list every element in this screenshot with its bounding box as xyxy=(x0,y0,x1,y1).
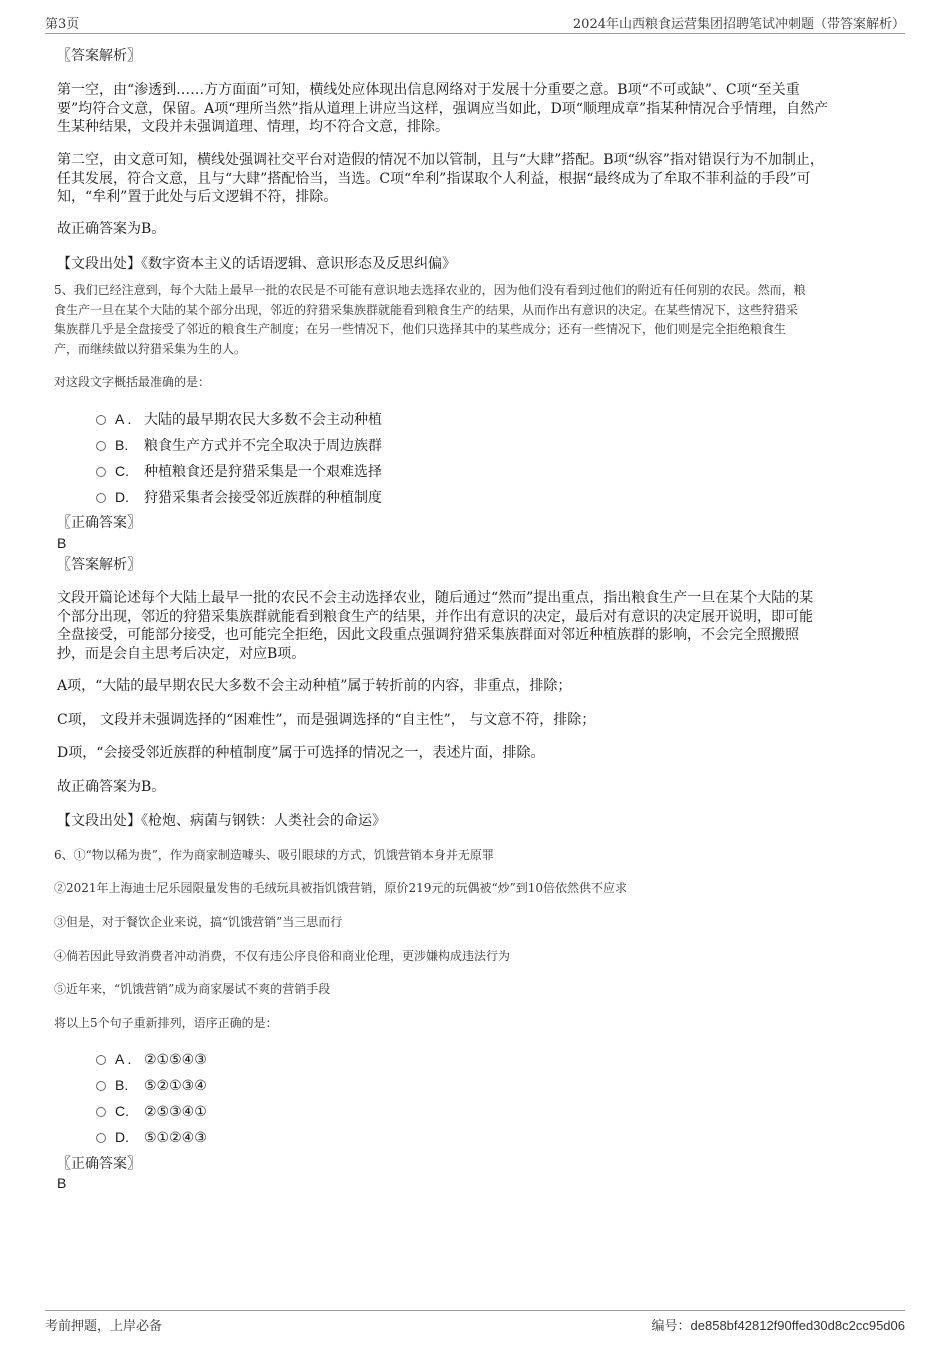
q6-sentence-3: ③但是，对于餐饮企业来说，搞“饥饿营销”当三思而行 xyxy=(54,915,343,929)
radio-icon[interactable] xyxy=(96,441,106,451)
source-line-5 xyxy=(57,812,889,831)
q5-note-c: C项， 文段并未强调选择的“困难性”，而是强调选择的“自主性”， 与文意不符，排除； xyxy=(57,712,596,728)
q5-option-d[interactable]: D. 狩猎采集者会接受邻近族群的种植制度 xyxy=(96,487,382,508)
radio-icon[interactable] xyxy=(96,467,106,477)
code-label: 编号： xyxy=(651,1319,691,1334)
q6-sentence-2: ②2021年上海迪士尼乐园限量发售的毛绒玩具被指饥饿营销，原价219元的玩偶被“炒”到10倍依然供不应求 xyxy=(54,881,627,895)
radio-icon[interactable] xyxy=(96,1081,106,1091)
source-title: 《数字资本主义的话语逻辑、意识形态及反思纠偏》 xyxy=(141,256,456,272)
q5-option-c[interactable]: C. 种植粮食还是狩猎采集是一个艰难选择 xyxy=(96,461,382,482)
radio-icon[interactable] xyxy=(96,1055,106,1065)
q6-sentence-4: ④倘若因此导致消费者冲动消费，不仅有违公序良俗和商业伦理，更涉嫌构成违法行为 xyxy=(54,949,511,963)
conclusion-5: 故正确答案为B。 xyxy=(57,779,166,795)
q5-option-b[interactable]: B. 粮食生产方式并不完全取决于周边族群 xyxy=(96,435,382,456)
page-number: 第3页 xyxy=(45,17,80,32)
conclusion-1: 故正确答案为B。 xyxy=(57,221,166,237)
correct-answer-6: B xyxy=(57,1175,67,1191)
page-footer xyxy=(45,1310,905,1334)
q5-analysis-paragraph: 文段开篇论述每个大陆上最早一批的农民不会主动选择农业，随后通过“然而”提出重点，指出粮食生产一旦在某个大陆的某 个部分出现，邻近的狩猎采集族群就能看到粮食生产的结果，并作出有意识的决定，最后对有意识的决定展开说明，即可能 全盘接受，可能部分接受，也可能完全拒绝，因此文段重点强调狩猎采集族群面对邻近种植族群的影响，不会完全照搬照 抄，而是会自主思考后决定，对应B项。 xyxy=(57,590,814,662)
analysis-label-1: 〖答案解析〗 xyxy=(57,48,141,64)
source-label: 【文段出处】 xyxy=(57,813,141,829)
correct-answer-5: B xyxy=(57,535,67,551)
code-value: de858bf42812f90ffed30d8c2cc95d06 xyxy=(690,1318,905,1333)
question-6-prompt: 将以上5个句子重新排列，语序正确的是： xyxy=(54,1016,278,1030)
analysis-paragraph-1: 第一空，由“渗透到……方方面面”可知，横线处应体现出信息网络对于发展十分重要之意。B项“不可或缺”、C项“至关重 要”均符合文意，保留。A项“理所当然”指从道理上讲应当这样，强调应当如此，D项“顺理成章”指某种情况合乎情理，自然产 生某种结果，文段并未强调道理、情理，均不符合文意，排除。 xyxy=(57,82,829,135)
correct-answer-label-6: 〖正确答案〗 xyxy=(57,1156,141,1172)
q5-option-a[interactable]: A . 大陆的最早期农民大多数不会主动种植 xyxy=(96,409,382,430)
q6-option-a[interactable]: A . ②①⑤④③ xyxy=(96,1049,207,1070)
q6-option-c[interactable]: C. ②⑤③④① xyxy=(96,1101,207,1122)
q6-option-d[interactable]: D. ⑤①②④③ xyxy=(96,1127,207,1148)
q5-note-d: D项，“会接受邻近族群的种植制度”属于可选择的情况之一，表述片面，排除。 xyxy=(57,745,545,761)
question-5-stem: 5、我们已经注意到，每个大陆上最早一批的农民是不可能有意识地去选择农业的，因为他们没有看到过他们的附近有任何别的农民。然而，粮 食生产一旦在某个大陆的某个部分出现，邻近的狩猎采集族群就能看到粮食生产的结果，从而作出有意识的决定。在某些情况下，这些狩猎采 集族群几乎是全盘接受了邻近的粮食生产制度；在另一些情况下，他们只选择其中的某些成分；还有一些情况下，他们则是完全拒绝粮食生 产，而继续做以狩猎采集为生的人。 xyxy=(54,283,806,356)
q6-option-b[interactable]: B. ⑤②①③④ xyxy=(96,1075,207,1096)
analysis-paragraph-2: 第二空，由文意可知，横线处强调社交平台对造假的情况不加以管制，且与“大肆”搭配。B项“纵容”指对错误行为不加制止， 任其发展，符合文意，且与“大肆”搭配恰当，当选。C项“牟利”指谋取个人利益，根据“最终成为了牟取不菲利益的手段”可 知，“牟利”置于此处与后文逻辑不符，排除。 xyxy=(57,152,824,205)
q6-sentence-5: ⑤近年来，“饥饿营销”成为商家屡试不爽的营销手段 xyxy=(54,982,331,996)
q5-note-a: A项，“大陆的最早期农民大多数不会主动种植”属于转折前的内容，非重点，排除； xyxy=(57,678,572,694)
radio-icon[interactable] xyxy=(96,493,106,503)
correct-answer-label-5: 〖正确答案〗 xyxy=(57,515,141,531)
q6-sentence-1: 6、①“物以稀为贵”，作为商家制造噱头、吸引眼球的方式，饥饿营销本身并无原罪 xyxy=(54,848,494,862)
footer-slogan: 考前押题，上岸必备 xyxy=(45,1319,163,1334)
radio-icon[interactable] xyxy=(96,1133,106,1143)
page-header xyxy=(45,13,905,34)
document-title: 2024年山西粮食运营集团招聘笔试冲刺题（带答案解析） xyxy=(572,17,905,32)
source-label: 【文段出处】 xyxy=(57,256,141,272)
question-5-prompt: 对这段文字概括最准确的是： xyxy=(54,375,211,389)
analysis-label-5: 〖答案解析〗 xyxy=(57,557,141,573)
source-title: 《枪炮、病菌与钢铁：人类社会的命运》 xyxy=(141,813,386,829)
source-line-1 xyxy=(57,255,889,274)
document-code xyxy=(652,1315,905,1334)
radio-icon[interactable] xyxy=(96,415,106,425)
radio-icon[interactable] xyxy=(96,1107,106,1117)
